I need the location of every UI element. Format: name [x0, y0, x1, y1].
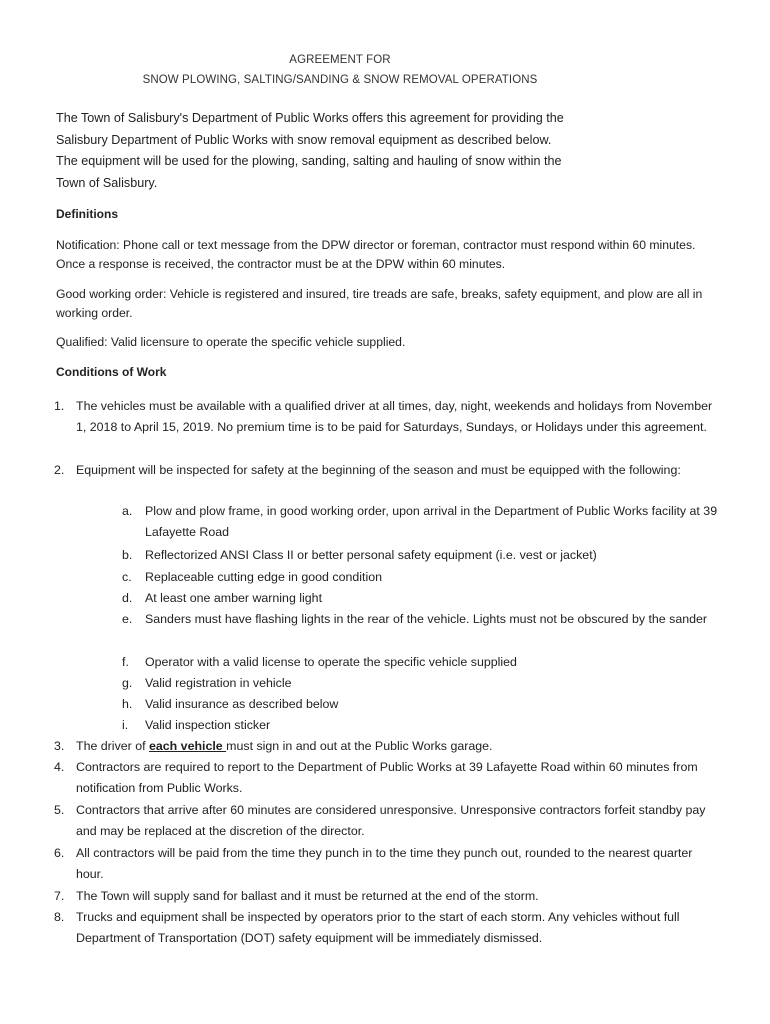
item-text: All contractors will be paid from the time they punch in to the time they punch out, rounded to the nearest quarter hour.	[76, 846, 693, 881]
item-text: Trucks and equipment shall be inspected by operators prior to the start of each storm. Any vehicles without full Department of Transportation (DOT) safety equipment will be immediately dismissed.	[76, 910, 680, 945]
subitem-letter: d.	[122, 591, 133, 605]
subitem-text: Valid insurance as described below	[145, 697, 339, 711]
subitem-letter: c.	[122, 570, 132, 584]
subitem-text: Reflectorized ANSI Class II or better personal safety equipment (i.e. vest or jacket)	[145, 548, 597, 562]
subitem-text: Replaceable cutting edge in good condition	[145, 570, 382, 584]
document-title: AGREEMENT FOR	[289, 54, 391, 66]
subitem-letter: h.	[122, 697, 133, 711]
subitem-letter: i.	[122, 718, 129, 732]
subitem-text: Plow and plow frame, in good working order, upon arrival in the Department of Public Works facility at 39 Lafayette Road	[145, 504, 718, 539]
intro-line: Salisbury Department of Public Works with snow removal equipment as described below.	[56, 132, 552, 147]
intro-paragraph	[56, 108, 696, 194]
item-number: 3.	[54, 739, 65, 753]
subitem-text: Operator with a valid license to operate the specific vehicle supplied	[145, 655, 517, 669]
subitem-letter: g.	[122, 676, 133, 690]
item-number: 4.	[54, 760, 65, 774]
intro-line: The Town of Salisbury's Department of Public Works offers this agreement for providing the	[56, 111, 564, 125]
conditions-heading: Conditions of Work	[56, 365, 167, 379]
item-number: 5.	[54, 803, 65, 817]
subitem-letter: b.	[122, 548, 133, 562]
subitem-letter: f.	[122, 655, 129, 669]
document-subtitle: SNOW PLOWING, SALTING/SANDING & SNOW REMOVAL OPERATIONS	[142, 74, 538, 86]
item-number: 7.	[54, 889, 65, 903]
item-text: Contractors that arrive after 60 minutes are considered unresponsive. Unresponsive contractors forfeit standby pay and may be replaced at the discretion of the director.	[76, 803, 706, 838]
subitem-text: Valid inspection sticker	[145, 718, 271, 732]
item-text: The vehicles must be available with a qualified driver at all times, day, night, weekends and holidays from November 1, 2018 to April 15, 2019. No premium time is to be paid for Saturdays, Sundays, or Holidays under this agreement.	[76, 399, 713, 434]
item-text: Contractors are required to report to the Department of Public Works at 39 Lafayette Road within 60 minutes from notification from Public Works.	[76, 760, 698, 795]
definition-good-working-order: Good working order: Vehicle is registered and insured, tire treads are safe, breaks, safety equipment, and plow are all in working order.	[56, 287, 703, 320]
item-text	[76, 736, 716, 757]
item-text-emphasis: each vehicle	[149, 739, 227, 753]
item-text: The Town will supply sand for ballast and it must be returned at the end of the storm.	[76, 889, 539, 903]
item-text: Equipment will be inspected for safety at the beginning of the season and must be equipped with the following:	[76, 463, 681, 477]
definition-notification: Notification: Phone call or text message from the DPW director or foreman, contractor must respond within 60 minutes. Once a response is received, the contractor must be at the DPW within 60 minutes.	[56, 238, 696, 271]
intro-line: Town of Salisbury.	[56, 175, 158, 190]
definitions-heading: Definitions	[56, 207, 118, 221]
subitem-letter: e.	[122, 612, 133, 626]
intro-line: The equipment will be used for the plowing, sanding, salting and hauling of snow within the	[56, 154, 562, 168]
subitem-letter: a.	[122, 504, 133, 518]
item-number: 2.	[54, 463, 65, 477]
item-number: 8.	[54, 910, 65, 924]
subitem-text: Valid registration in vehicle	[145, 676, 292, 690]
subitem-text: At least one amber warning light	[145, 591, 323, 605]
item-number: 6.	[54, 846, 65, 860]
subitem-text: Sanders must have flashing lights in the rear of the vehicle. Lights must not be obscured by the sander	[145, 612, 708, 626]
item-text-post: must sign in and out at the Public Works garage.	[226, 739, 493, 753]
item-text-pre: The driver of	[76, 739, 149, 753]
definition-qualified: Qualified: Valid licensure to operate the specific vehicle supplied.	[56, 335, 406, 349]
item-number: 1.	[54, 399, 65, 413]
